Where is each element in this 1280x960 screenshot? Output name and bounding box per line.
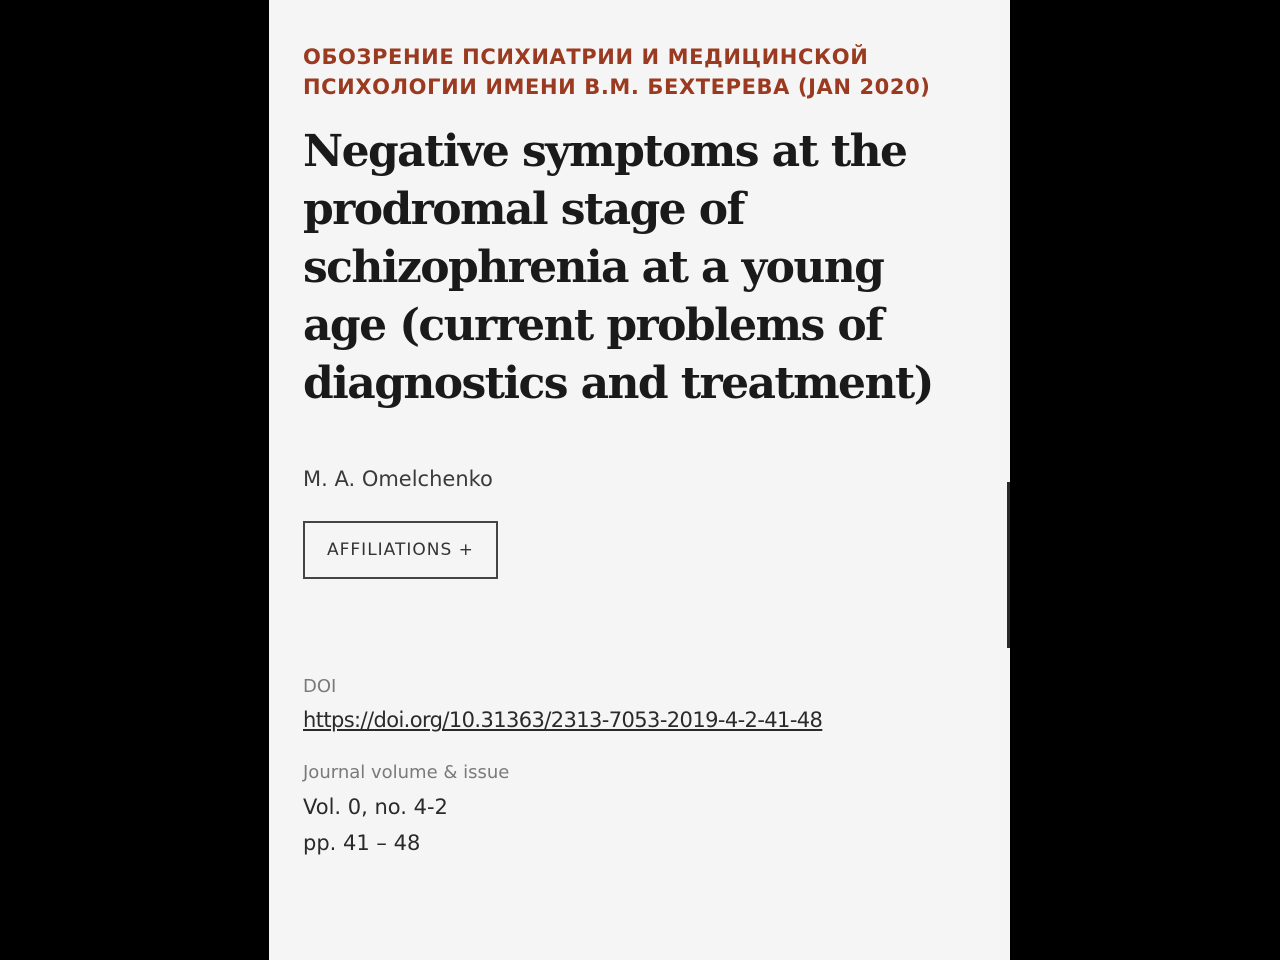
doi-label: DOI (303, 676, 337, 697)
journal-issue-label: Journal volume & issue (303, 762, 510, 783)
scrollbar-thumb[interactable] (1007, 482, 1010, 648)
doi-link[interactable]: https://doi.org/10.31363/2313-7053-2019-4-2-41-48 (303, 708, 823, 732)
article-page (269, 0, 1010, 960)
volume-issue: Vol. 0, no. 4-2 (303, 795, 448, 819)
author-name[interactable]: M. A. Omelchenko (303, 467, 493, 491)
article-title: Negative symptoms at the prodromal stage of schizophrenia at a young age (current problems of diagnostics and treatment) (303, 126, 933, 409)
journal-name[interactable] (303, 42, 983, 102)
article-content (303, 42, 983, 861)
affiliations-button[interactable]: AFFILIATIONS + (303, 521, 498, 579)
journal-name-line-1: ОБОЗРЕНИЕ ПСИХИАТРИИ И МЕДИЦИНСКОЙ (303, 45, 869, 69)
page-range: pp. 41 – 48 (303, 831, 421, 855)
journal-name-line-2: ПСИХОЛОГИИ ИМЕНИ В.М. БЕХТЕРЕВА (JAN 2020) (303, 75, 931, 99)
